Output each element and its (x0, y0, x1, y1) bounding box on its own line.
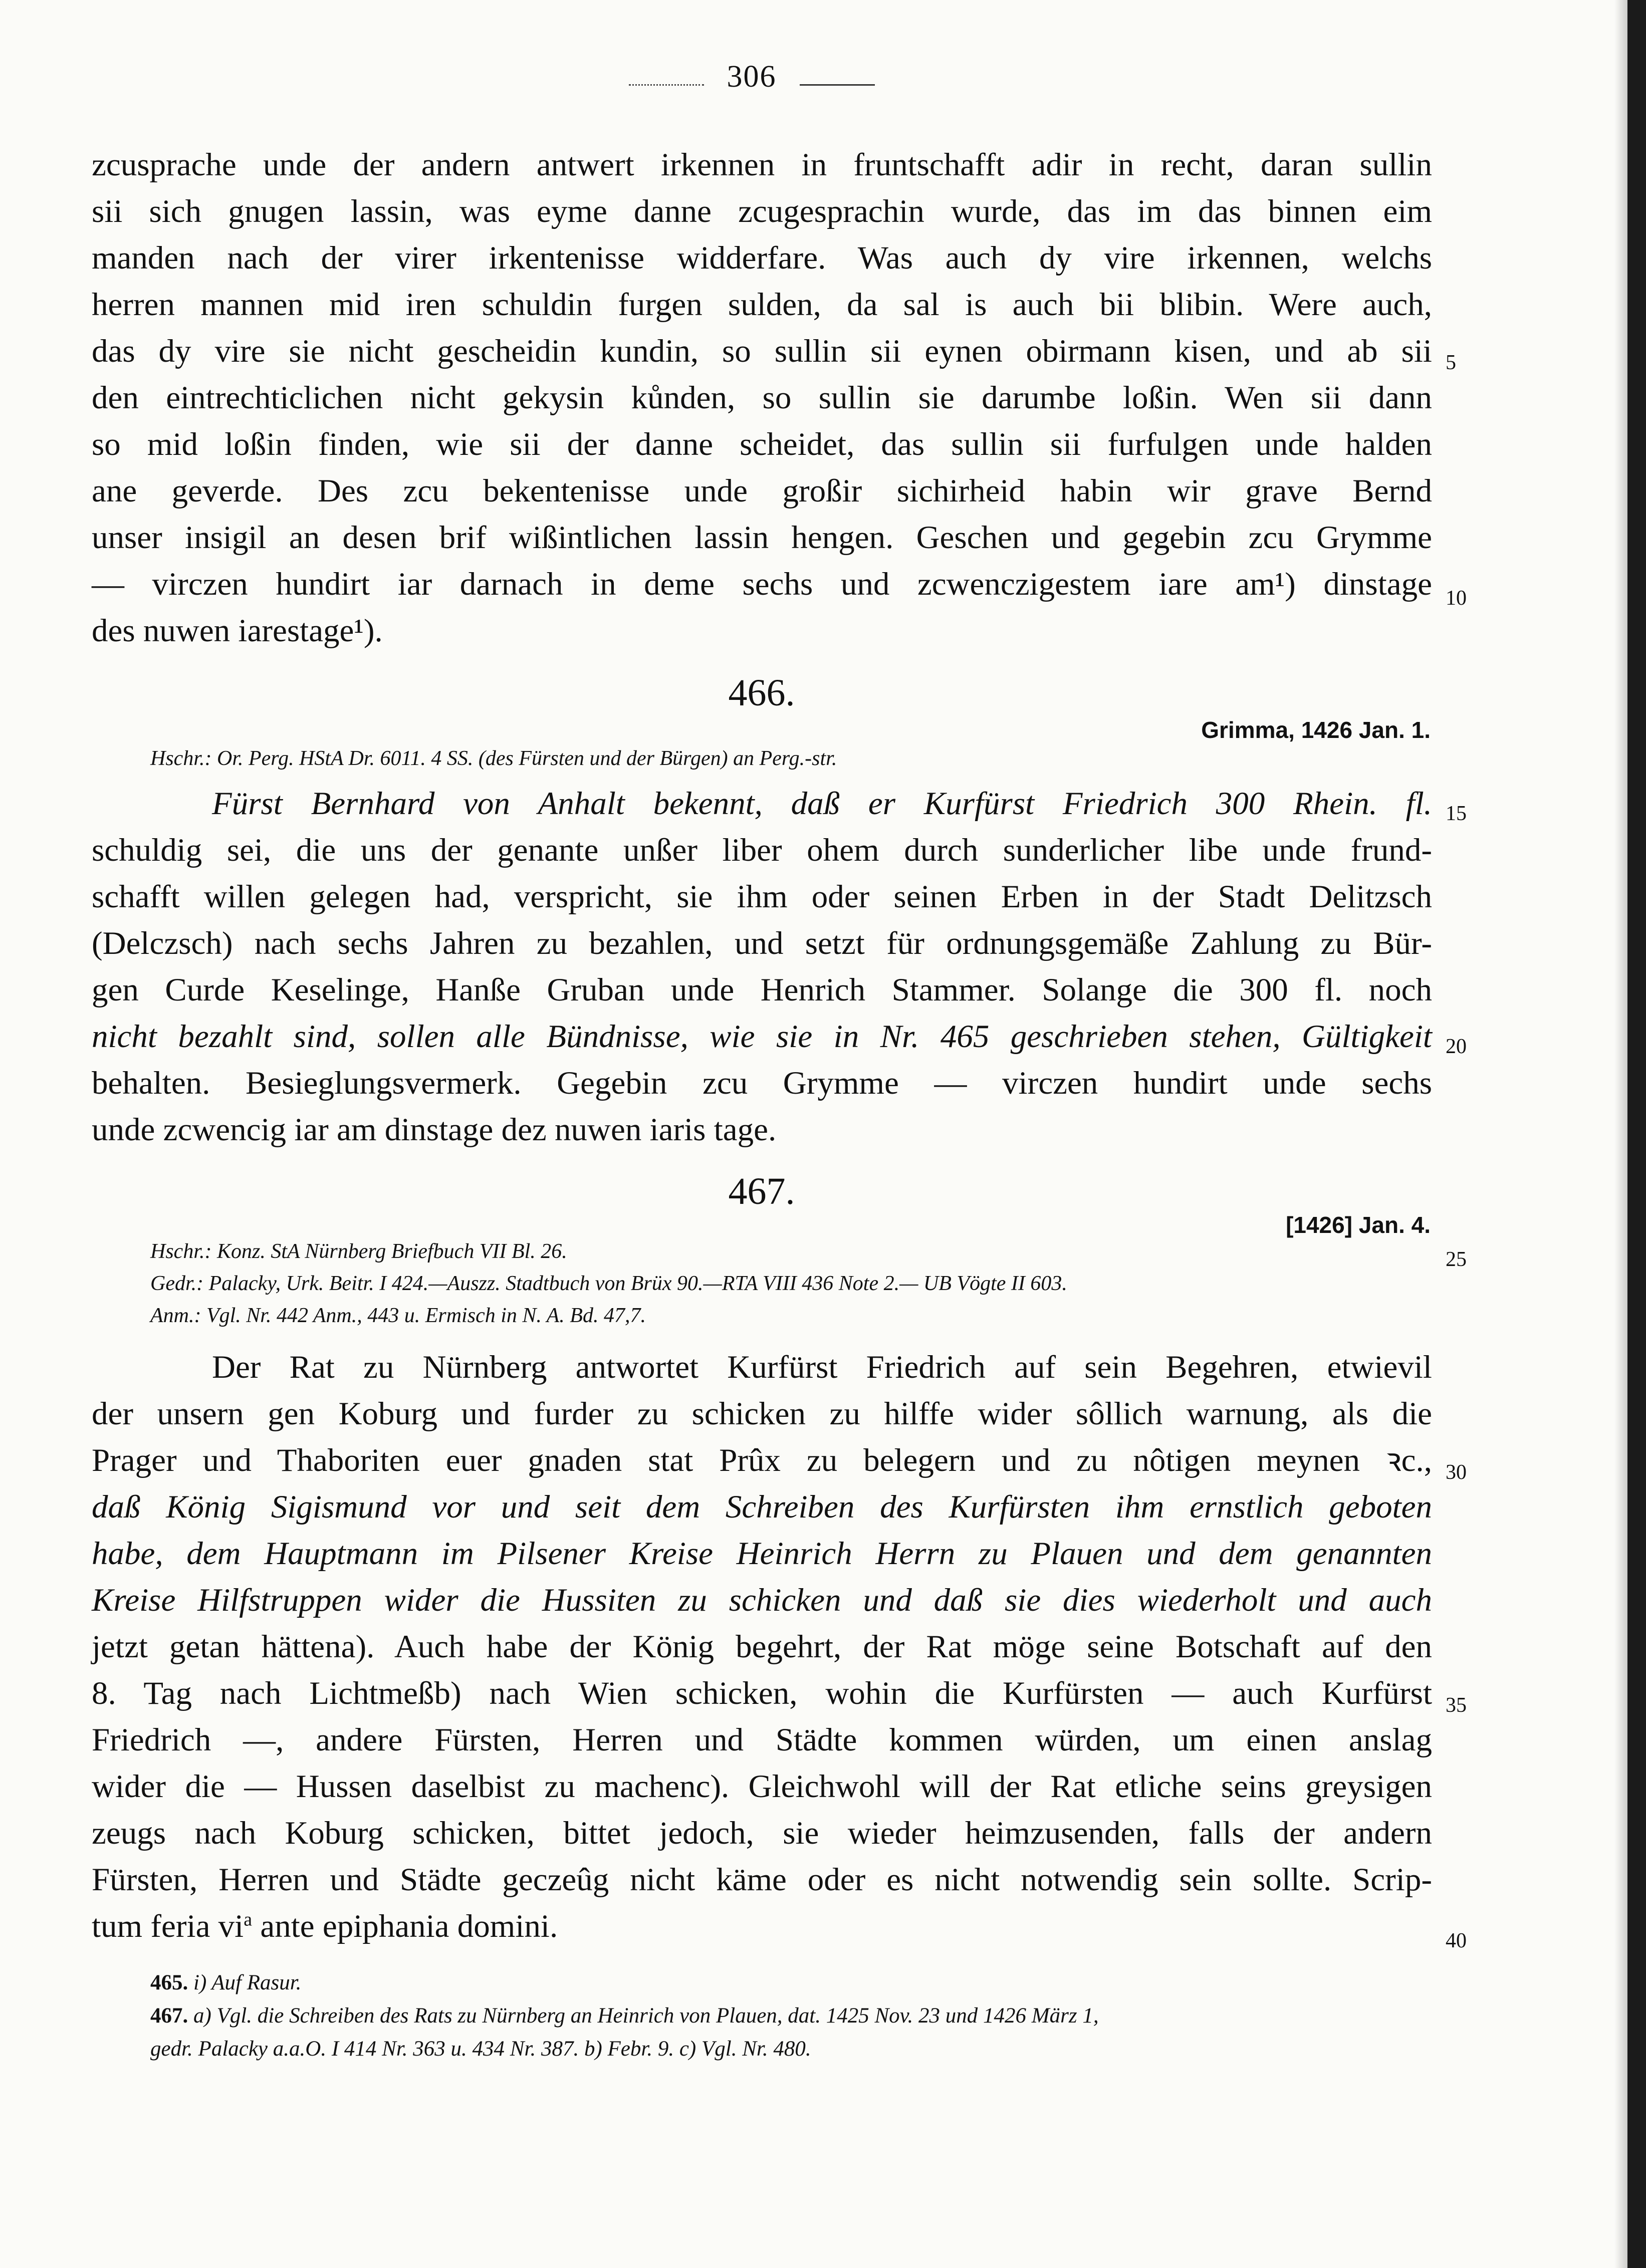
line-number: 25 (1446, 1248, 1467, 1271)
text-line: Fürsten, Herren und Städte geczeûg nicht käme oder es nicht notwendig sein sollte. Scrip- (92, 1862, 1432, 1898)
text-line: Der Rat zu Nürnberg antwortet Kurfürst Friedrich auf sein Begehren, etwievil (212, 1349, 1432, 1385)
text-line: Prager und Thaboriten euer gnaden stat Prûx zu belegern und zu nôtigen meynen ꝛc., (92, 1442, 1432, 1478)
text-line: manden nach der virer irkentenisse widderfare. Was auch dy vire irkennen, welchs (92, 240, 1432, 276)
text-line: der unsern gen Koburg und furder zu schicken zu hilffe wider sôllich warnung, als die (92, 1396, 1432, 1432)
line-number: 10 (1446, 587, 1467, 610)
text-line: das dy vire sie nicht gescheidin kundin, so sullin sii eynen obirmann kisen, und ab sii (92, 333, 1432, 369)
entry-466-number: 466. (728, 672, 795, 714)
header-rule-left (629, 84, 704, 86)
text-line: den eintrechticlichen nicht gekysin kůnden, so sullin sie darumbe loßin. Wen sii dann (92, 380, 1432, 416)
page-header (0, 59, 1503, 104)
line-number: 15 (1446, 802, 1467, 825)
text-line: wider die — Hussen daselbist zu machenc). Gleichwohl will der Rat etliche seins greysigen (92, 1769, 1432, 1805)
text-line: behalten. Besieglungsvermerk. Gegebin zcu Grymme — virczen hundirt unde sechs (92, 1065, 1433, 1101)
text-line: daß König Sigismund vor und seit dem Schreiben des Kurfürsten ihm ernstlich geboten (92, 1489, 1432, 1525)
text-line: gen Curde Keselinge, Hanße Gruban unde Henrich Stammer. Solange die 300 fl. noch (92, 972, 1432, 1008)
text-line: des nuwen iarestage¹). (92, 613, 383, 649)
line-number: 5 (1446, 351, 1456, 374)
text-line: schafft willen gelegen had, verspricht, sie ihm oder seinen Erben in der Stadt Delitzsch (92, 879, 1432, 915)
footnote-467-cont: gedr. Palacky a.a.O. I 414 Nr. 363 u. 434 Nr. 387. b) Febr. 9. c) Vgl. Nr. 480. (150, 2037, 811, 2061)
text-line: 8. Tag nach Lichtmeßb) nach Wien schicken, wohin die Kurfürsten — auch Kurfürst (92, 1675, 1433, 1711)
page-edge-shadow (1614, 0, 1627, 2268)
text-line: schuldig sei, die uns der genante unßer liber ohem durch sunderlicher libe unde frund- (92, 832, 1432, 868)
source-anm: Anm.: Vgl. Nr. 442 Anm., 443 u. Ermisch in N. A. Bd. 47,7. (150, 1304, 646, 1327)
line-number: 35 (1446, 1694, 1467, 1717)
entry-466-text (92, 781, 1432, 1153)
entry-467-number: 467. (728, 1170, 795, 1212)
footnote-467: 467. a) Vgl. die Schreiben des Rats zu Nürnberg an Heinrich von Plauen, dat. 1425 Nov. 23 und 1426 März 1, (150, 2004, 1099, 2028)
text-line: Friedrich —, andere Fürsten, Herren und Städte kommen würden, um einen anslag (92, 1722, 1432, 1758)
text-line: sii sich gnugen lassin, was eyme danne zcugesprachin wurde, das im das binnen eim (92, 193, 1432, 229)
line-number: 30 (1446, 1461, 1467, 1484)
text-line: zcusprache unde der andern antwert irkennen in fruntschafft adir in recht, daran sullin (92, 147, 1432, 183)
footnotes (150, 1966, 1433, 2066)
text-line: unde zcwencig iar am dinstage dez nuwen iaris tage. (92, 1112, 777, 1148)
text-line: jetzt getan hättena). Auch habe der König begehrt, der Rat möge seine Botschaft auf den (92, 1629, 1432, 1665)
text-line: habe, dem Hauptmann im Pilsener Kreise Heinrich Herrn zu Plauen und dem genannten (92, 1536, 1432, 1572)
continuation-text (92, 142, 1432, 654)
source-hschr: Hschr.: Or. Perg. HStA Dr. 6011. 4 SS. (des Fürsten und der Bürgen) an Perg.-str. (150, 747, 837, 770)
text-line: zeugs nach Koburg schicken, bittet jedoch, sie wieder heimzusenden, falls der andern (92, 1815, 1432, 1851)
line-number: 40 (1446, 1929, 1467, 1952)
text-line: herren mannen mid iren schuldin furgen sulden, da sal is auch bii blibin. Were auch, (92, 287, 1432, 323)
header-rule-right (800, 84, 875, 86)
scan-edge-bar (1627, 0, 1646, 2268)
page-number: 306 (727, 60, 777, 94)
entry-467-dateline: [1426] Jan. 4. (1286, 1212, 1431, 1238)
text-line: tum feria $vi^a$ ante epiphania domini. (92, 1908, 558, 1944)
text-line: nicht bezahlt sind, sollen alle Bündnisse, wie sie in Nr. 465 geschrieben stehen, Gültigkeit (92, 1019, 1432, 1055)
text-line: Fürst Bernhard von Anhalt bekennt, daß er Kurfürst Friedrich 300 Rhein. fl. (212, 786, 1432, 822)
text-line: — virczen hundirt iar darnach in deme sechs und zcwenczigestem iare am¹) dinstage (92, 566, 1432, 602)
text-line: so mid loßin finden, wie sii der danne scheidet, das sullin sii furfulgen unde halden (92, 426, 1432, 462)
text-line: Kreise Hilfstruppen wider die Hussiten zu schicken und daß sie dies wiederholt und auch (92, 1582, 1432, 1618)
entry-467-text (92, 1344, 1432, 1950)
text-line: ane geverde. Des zcu bekentenisse unde großir sichirheid habin wir grave Bernd (92, 473, 1432, 509)
entry-466-dateline: Grimma, 1426 Jan. 1. (1201, 717, 1431, 743)
footnote-465: 465. i) Auf Rasur. (150, 1971, 302, 1994)
entry-467-sources (150, 1235, 1433, 1332)
entry-466-source (150, 742, 1433, 775)
text-line: unser insigil an desen brif wißintlichen lassin hengen. Geschen und gegebin zcu Grymme (92, 520, 1432, 556)
line-number: 20 (1446, 1035, 1467, 1058)
text-line: (Delczsch) nach sechs Jahren zu bezahlen, und setzt für ordnungsgemäße Zahlung zu Bür- (92, 925, 1432, 961)
source-hschr: Hschr.: Konz. StA Nürnberg Briefbuch VII Bl. 26. (150, 1240, 567, 1263)
source-gedr: Gedr.: Palacky, Urk. Beitr. I 424.—Auszz. Stadtbuch von Brüx 90.—RTA VIII 436 Note 2.— UB Vögte II 603. (150, 1272, 1067, 1295)
